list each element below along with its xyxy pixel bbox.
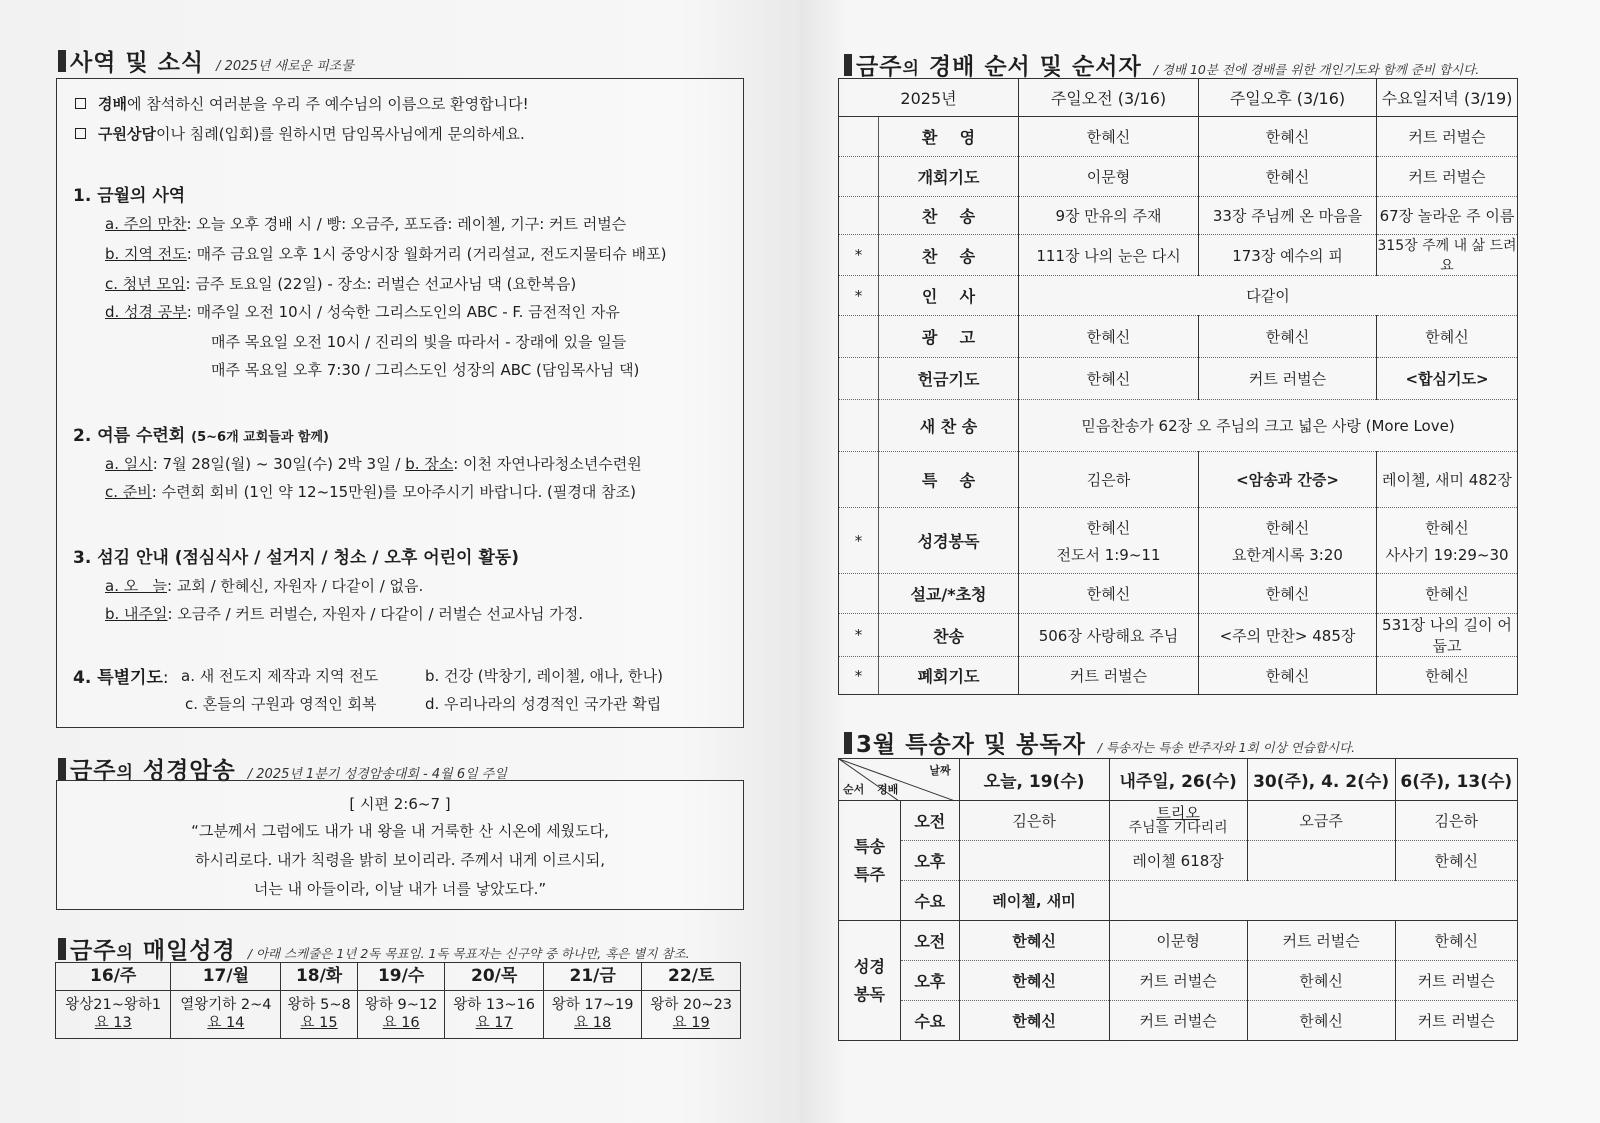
item-bible-study-cont-1: 매주 목요일 오전 10시 / 진리의 빛을 따라서 - 장래에 있을 일들 [211,333,627,351]
worship-row: 광 고 한혜신 한혜신 한혜신 [839,316,1518,358]
title-bar-icon [58,758,66,780]
verse-line-2: 하시리로다. 내가 칙령을 밝히 보이리라. 주께서 내게 이르시되, [195,851,605,869]
notice-counsel: 구원상담 이나 침례(입회)를 원하시면 담임목사님에게 문의하세요. [75,123,525,144]
reading-cell: 왕하 5~8 요 15 [281,991,358,1039]
right-page [800,0,1600,1123]
reading-cell: 왕하 9~12 요 16 [357,991,445,1039]
prayer-item-d: d. 우리나라의 성경적인 국가관 확립 [425,695,662,713]
checkbox-icon [75,128,86,139]
title-bar-icon [58,938,66,960]
worship-row: 설교/*초청 한혜신 한혜신 한혜신 [839,574,1518,614]
verse-line-3: 너는 내 아들이라, 이날 내가 너를 낳았도다.” [253,880,547,898]
item-lords-supper: a. 주의 만찬: 오늘 오후 경배 시 / 빵: 오금주, 포도즙: 레이첼, 기구: 커트 러벌슨 [105,215,627,233]
item-service-next-week: b. 내주일: 오금주 / 커트 러벌슨, 자원자 / 다같이 / 러벌슨 선교사님 가정. [105,605,584,623]
corner-cell: 날짜 경배 순서 [839,759,960,801]
worship-row: * 성경봉독 한혜신 전도서 1:9~11 한혜신 요한계시록 3:20 한혜신 사사기 19:29~30 [839,508,1518,574]
news-section-title: 사역 및 소식 / 2025년 새로운 피조물 [58,44,354,77]
reading-cell: 열왕기하 2~4 요 14 [171,991,281,1039]
special-header-row: 날짜 경배 순서 오늘, 19(수) 내주일, 26(수) 30(주), 4. 2(수) 6(주), 13(수) [839,759,1518,801]
item-service-today: a. 오 늘: 교회 / 한혜신, 자원자 / 다같이 / 없음. [105,577,424,595]
item-local-evangelism: b. 지역 전도: 매주 금요일 오후 1시 중앙시장 월화거리 (거리설교, 전도지물티슈 배포) [105,245,667,263]
worship-row: * 찬 송 111장 나의 눈은 다시 173장 예수의 피 315장 주께 내 삶 드려요 [839,235,1518,276]
special-row: 오후 레이첼 618장 한혜신 [839,841,1518,881]
worship-row: 헌금기도 한혜신 커트 러벌슨 <합심기도> [839,358,1518,400]
item-retreat-prep: c. 준비: 수련회 회비 (1인 약 12~15만원)를 모아주시기 바랍니다. (필경대 참조) [105,483,636,501]
worship-order-table [838,78,1518,695]
section-heading-prayer: 4. 특별기도: [73,668,169,688]
daily-header-row: 16/주 17/월 18/화 19/수 20/목 21/금 22/토 [56,963,741,991]
reading-cell: 왕하 20~23 요 19 [642,991,741,1039]
group-label-special-music: 특송 특주 [839,801,901,921]
worship-row: 환 영 한혜신 한혜신 커트 러벌슨 [839,117,1518,157]
notice-welcome: 경배 에 참석하신 여러분을 우리 주 예수님의 이름으로 환영합니다! [75,93,529,114]
special-section-title: 3월 특송자 및 봉독자 / 특송자는 특송 반주자와 1회 이상 연습합시다. [844,726,1355,759]
title-bar-icon [58,50,66,72]
daily-bible-table [55,962,741,1039]
worship-row: 특 송 김은하 <암송과 간증> 레이첼, 새미 482장 [839,452,1518,508]
special-row: 오후 한혜신 커트 러벌슨 한혜신 커트 러벌슨 [839,961,1518,1001]
prayer-item-c: c. 혼들의 구원과 영적인 회복 [185,695,377,713]
worship-row: 개회기도 이문형 한혜신 커트 러벌슨 [839,157,1518,197]
item-bible-study: d. 성경 공부: 매주일 오전 10시 / 성숙한 그리스도인의 ABC - F. 금전적인 자유 [105,303,620,321]
verse-reference: [ 시편 2:6~7 ] [349,795,451,813]
daily-readings-row [56,991,741,1039]
worship-section-title: 금주의 경배 순서 및 순서자 / 경배 10분 전에 경배를 위한 개인기도와 함께 준비 합시다. [844,48,1479,81]
prayer-item-b: b. 건강 (박창기, 레이첼, 애나, 한나) [425,667,664,685]
worship-header-row: 2025년 주일오전 (3/16) 주일오후 (3/16) 수요일저녁 (3/19) [839,79,1518,117]
special-row: 수요 레이첼, 새미 [839,881,1518,921]
year-cell: 2025년 [839,79,1019,117]
memory-section-title: 금주의 성경암송 / 2025년 1분기 성경암송대회 - 4월 6일 주일 [58,752,507,785]
section-heading-monthly: 1. 금월의 사역 [73,186,186,206]
special-row: 성경 봉독 오전 한혜신 이문형 커트 러벌슨 한혜신 [839,921,1518,961]
section-heading-retreat: 2. 여름 수련회 (5~6개 교회들과 함께) [73,426,329,446]
worship-row: * 인 사 다같이 [839,276,1518,316]
reading-cell: 왕하 13~16 요 17 [445,991,544,1039]
worship-row: * 찬송 506장 사랑해요 주님 <주의 만찬> 485장 531장 나의 길이 어둡고 [839,614,1518,657]
worship-row: 찬 송 9장 만유의 주재 33장 주님께 온 마음을 67장 놀라운 주 이름 [839,197,1518,235]
prayer-item-a: a. 새 전도지 제작과 지역 전도 [181,667,379,685]
special-row: 수요 한혜신 커트 러벌슨 한혜신 커트 러벌슨 [839,1001,1518,1041]
item-retreat-date-place: a. 일시: 7월 28일(월) ~ 30일(수) 2박 3일 / b. 장소: 이천 자연나라청소년수련원 [105,455,642,473]
checkbox-icon [75,98,86,109]
worship-row: 새 찬 송 믿음찬송가 62장 오 주님의 크고 넓은 사랑 (More Love) [839,400,1518,452]
special-row: 특송 특주 오전 김은하 트리오 주님을 기다리리 오금주 김은하 [839,801,1518,841]
verse-line-1: “그분께서 그럼에도 내가 내 왕을 내 거룩한 산 시온에 세웠도다, [191,822,609,840]
worship-row: * 폐회기도 커트 러벌슨 한혜신 한혜신 [839,657,1518,695]
daily-bible-section-title: 금주의 매일성경 / 아래 스케줄은 1년 2독 목표임. 1독 목표자는 신구약 중 하나만, 혹은 별지 참조. [58,932,690,965]
memory-verse-box [56,780,744,910]
section-heading-service: 3. 섬김 안내 (점심식사 / 설거지 / 청소 / 오후 어린이 활동) [73,548,519,568]
reading-cell: 왕하 17~19 요 18 [543,991,642,1039]
special-schedule-table [838,758,1518,1041]
title-bar-icon [844,54,852,76]
item-bible-study-cont-2: 매주 목요일 오후 7:30 / 그리스도인 성장의 ABC (담임목사님 댁) [211,361,640,379]
group-label-bible-reading: 성경 봉독 [839,921,901,1041]
news-box [56,78,744,728]
item-youth-meeting: c. 청년 모임: 금주 토요일 (22일) - 장소: 러벌슨 선교사님 댁 (요한복음) [105,275,577,293]
reading-cell: 왕상21~왕하1 요 13 [56,991,171,1039]
title-bar-icon [844,732,852,754]
